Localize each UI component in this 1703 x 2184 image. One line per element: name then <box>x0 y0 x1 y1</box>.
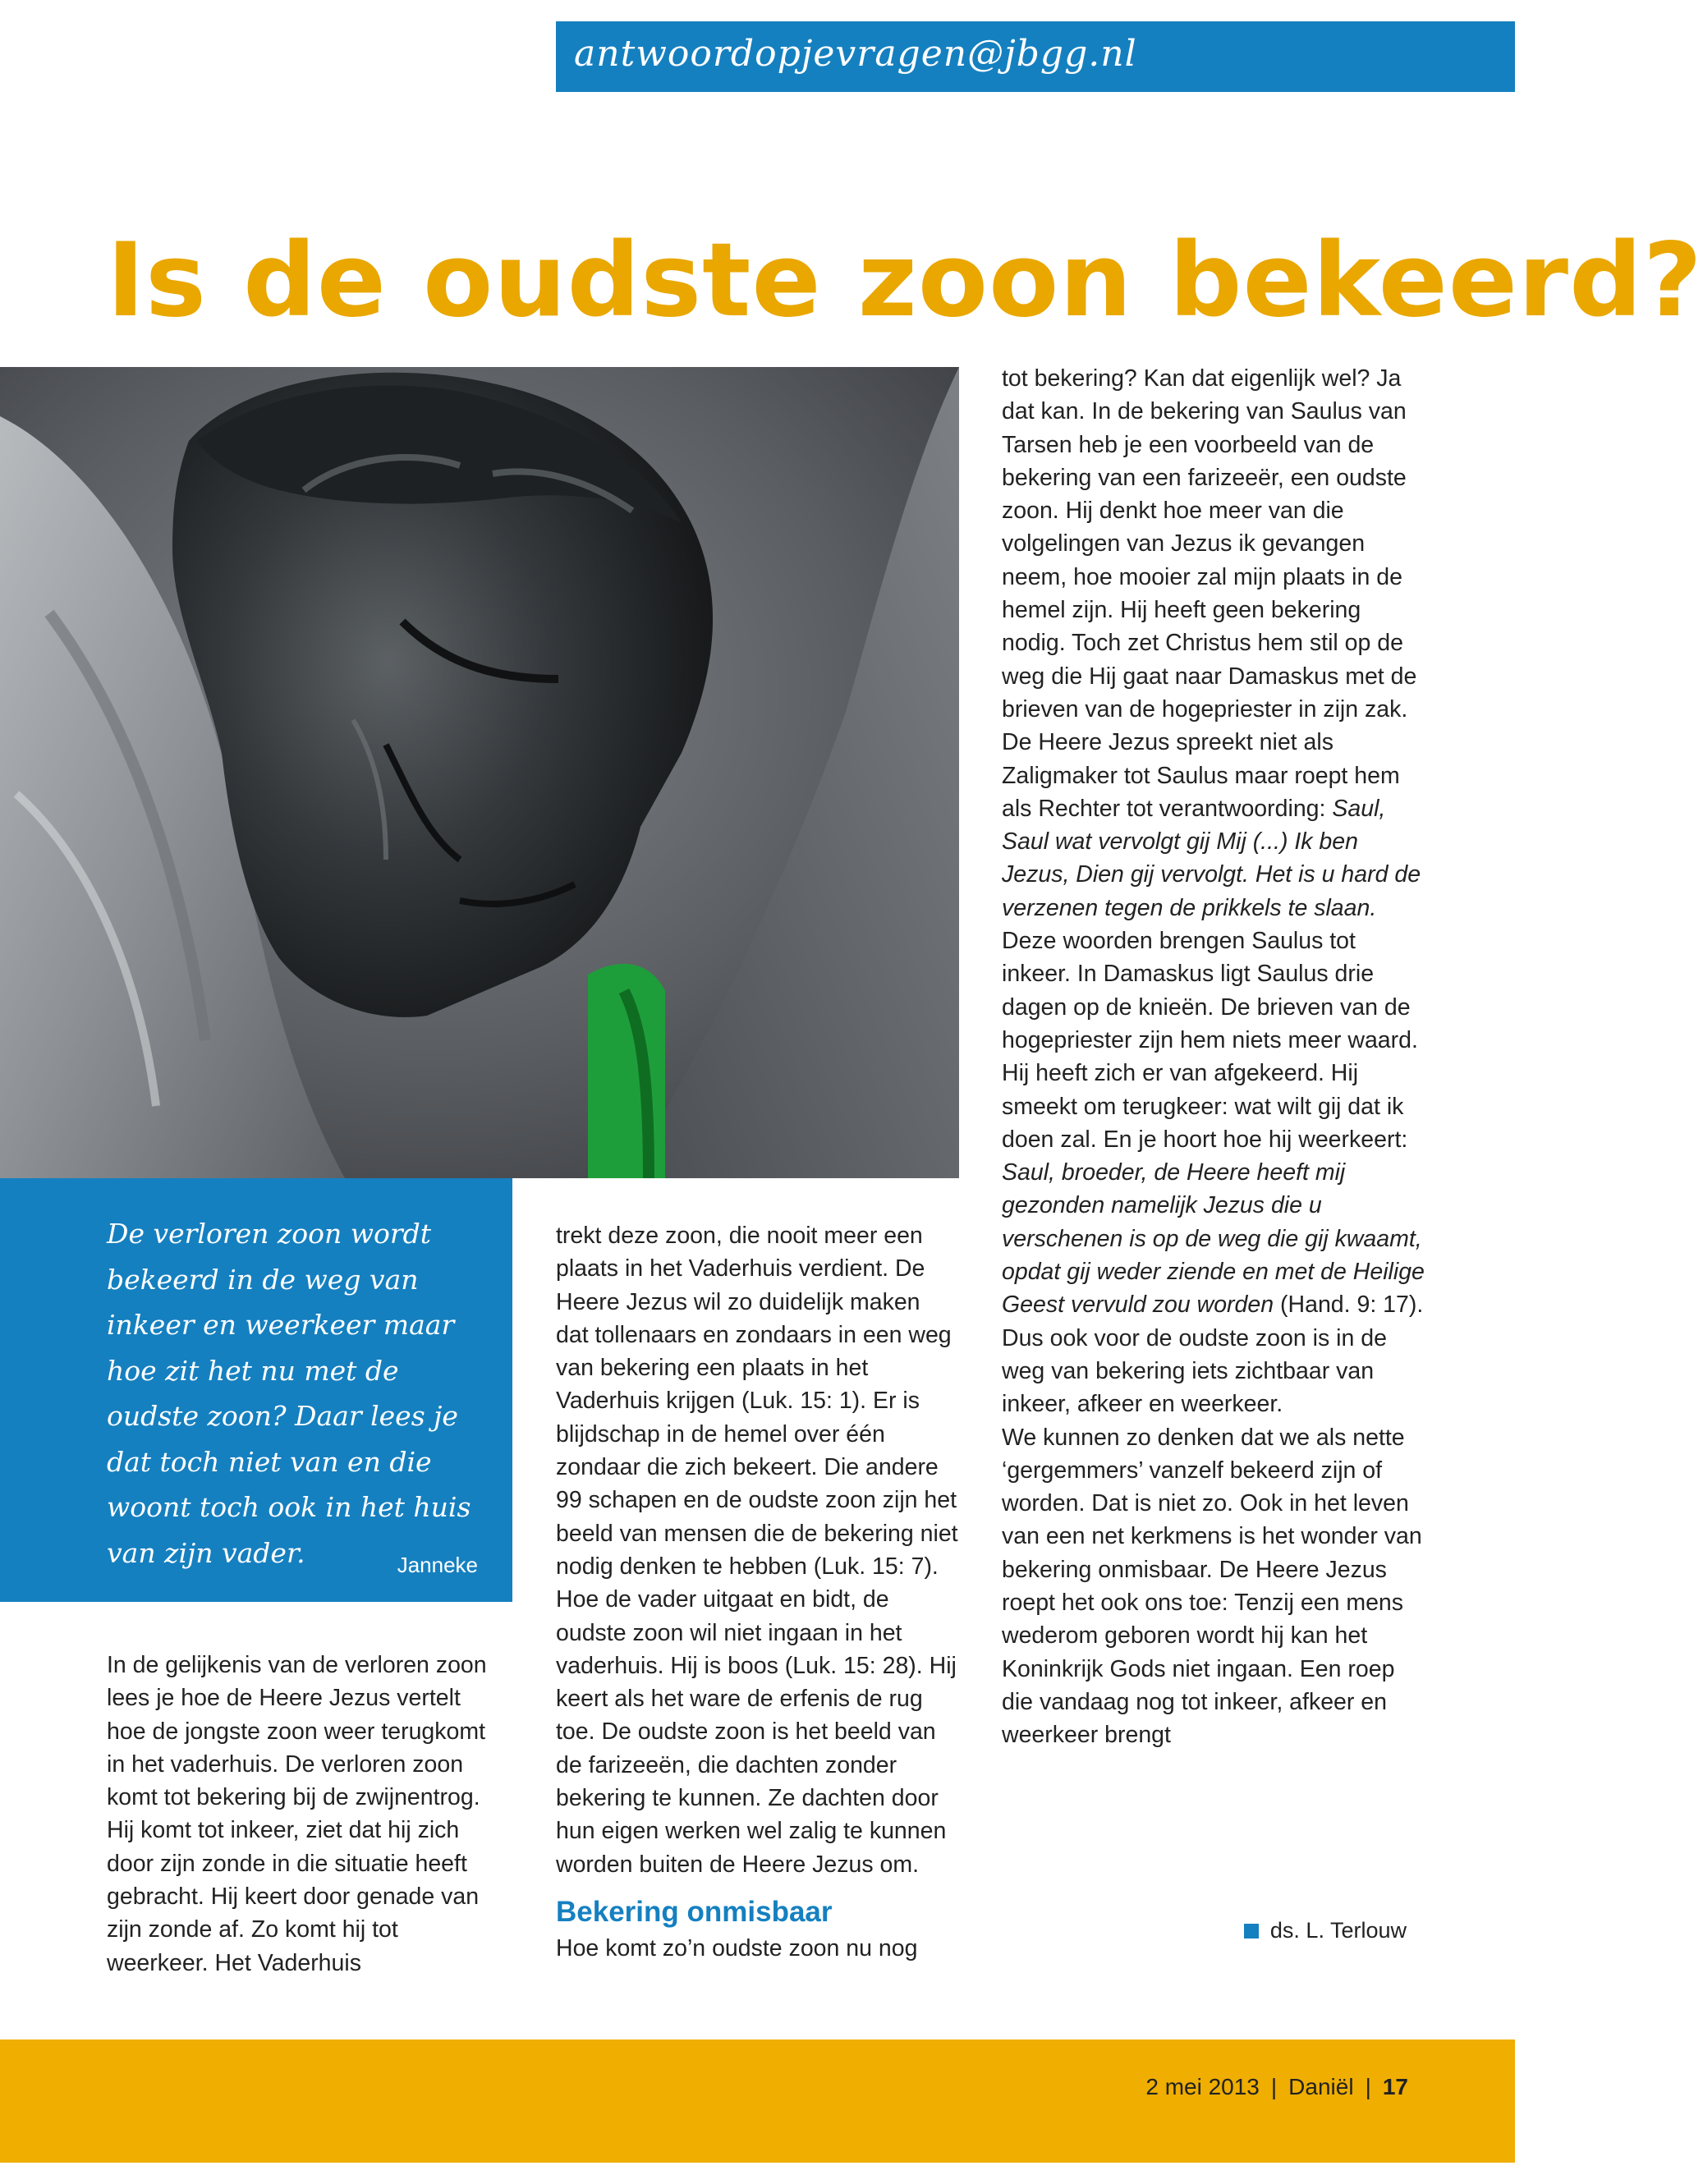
magazine-name: Daniël <box>1288 2074 1354 2099</box>
page-number: 17 <box>1382 2074 1408 2099</box>
text-run: tot bekering? Kan dat eigenlijk wel? Ja dat kan. In de bekering van Saulus van Tarsen heb je een voorbeeld van de bekering van een farizeeër, een oudste zoon. Hij denkt hoe meer van die volgelingen van Jezus ik gevangen neem, hoe mooier zal mijn plaats in de hemel zijn. Hij heeft geen bekering nodig. Toch zet Christus hem stil op de weg die Hij gaat naar Damaskus met de brieven van de hogepriester in zijn zak. De Heere Jezus spreekt niet als Zaligmaker tot Saulus maar roept hem als Rechter tot verantwoording: <box>1002 365 1417 822</box>
separator: | <box>1270 2074 1278 2099</box>
paragraph: In de gelijkenis van de verloren zoon lees je hoe de Heere Jezus vertelt hoe de jongste zoon weer terugkomt in het vaderhuis. De verloren zoon komt tot bekering bij de zwijnentrog. Hij komt tot inkeer, ziet dat hij zich door zijn zonde in die situatie heeft gebracht. Hij keert door genade van zijn zonde af. Zo komt hij tot weerkeer. Het Vaderhuis <box>107 1652 487 1976</box>
question-author: Janneke <box>397 1553 478 1577</box>
paragraph: Hoe komt zo’n oudste zoon nu nog <box>556 1934 918 1961</box>
square-bullet-icon <box>1244 1924 1259 1939</box>
issue-date: 2 mei 2013 <box>1145 2074 1260 2099</box>
contact-email[interactable]: antwoordopjevragen@jbgg.nl <box>574 33 1137 75</box>
author-signature <box>1244 1918 1407 1943</box>
reader-question-box <box>0 1178 512 1602</box>
footer-info <box>1145 2074 1408 2100</box>
reader-question: De verloren zoon wordt bekeerd in de weg van inkeer en weerkeer maar hoe zit het nu met de oudste zoon? Daar lees je dat toch niet van en die woont toch ook in het huis van zijn vader. <box>107 1218 471 1569</box>
text-run: (Hand. 9: 17). Dus ook voor de oudste zoon is in de weg van bekering iets zichtbaar van inkeer, afkeer en weerkeer. <box>1002 1292 1424 1418</box>
article-column-3 <box>1002 362 1429 1751</box>
paragraph: trekt deze zoon, die nooit meer een plaats in het Vaderhuis verdient. De Heere Jezus wil zo duidelijk maken dat tollenaars en zondaars in een weg van bekering een plaats in het Vaderhuis krijgen (Luk. 15: 1). Er is blijdschap in de hemel over één zondaar die zich bekeert. Die andere 99 schapen en de oudste zoon zijn het beeld van mensen die de bekering niet nodig denken te hebben (Luk. 15: 7). Hoe de vader uitgaat en bidt, de oudste zoon wil niet ingaan in het vaderhuis. Hij is boos (Luk. 15: 28). Hij keert als het ware de erfenis de rug toe. De oudste zoon is het beeld van de farizeeën, die dachten zonder bekering te kunnen. Ze dachten door hun eigen werken wel zalig te kunnen worden buiten de Heere Jezus om. <box>556 1223 958 1878</box>
author-name: ds. L. Terlouw <box>1269 1918 1407 1943</box>
scripture-quote: Saul, Saul wat vervolgt gij Mij (...) Ik ben Jezus, Dien gij vervolgt. Het is u hard de verzenen tegen de prikkels te slaan. <box>1002 795 1421 921</box>
subheading: Bekering onmisbaar <box>556 1895 833 1928</box>
sculpture-photo <box>0 367 959 1178</box>
email-banner <box>556 21 1515 92</box>
page-footer <box>0 2039 1515 2163</box>
article-column-1 <box>107 1649 493 1980</box>
text-run: Deze woorden brengen Saulus tot inkeer. In Damaskus ligt Saulus drie dagen op de knieën. De brieven van de hogepriester zijn hem niets meer waard. Hij heeft zich er van afgekeerd. Hij smeekt om terugkeer: wat wilt gij dat ik doen zal. En je hoort hoe hij weerkeert: <box>1002 928 1418 1153</box>
scripture-quote: Saul, broeder, de Heere heeft mij gezonden namelijk Jezus die u verschenen is op de weg die gij kwaamt, opdat gij weder ziende en met de Heilige Geest vervuld zou worden <box>1002 1159 1425 1319</box>
paragraph <box>1002 362 1429 1421</box>
article-column-2 <box>556 1219 958 1965</box>
separator: | <box>1365 2074 1371 2099</box>
paragraph: We kunnen zo denken dat we als nette ‘gergemmers’ vanzelf bekeerd zijn of worden. Dat is niet zo. Ook in het leven van een net kerkmens is het wonder van bekering onmisbaar. De Heere Jezus roept het ook ons toe: Tenzij een mens wederom geboren wordt hij kan het Koninkrijk Gods niet ingaan. Een roep die vandaag nog tot inkeer, afkeer en weerkeer brengt <box>1002 1424 1422 1749</box>
article-title: Is de oudste zoon bekeerd? <box>107 222 1703 340</box>
